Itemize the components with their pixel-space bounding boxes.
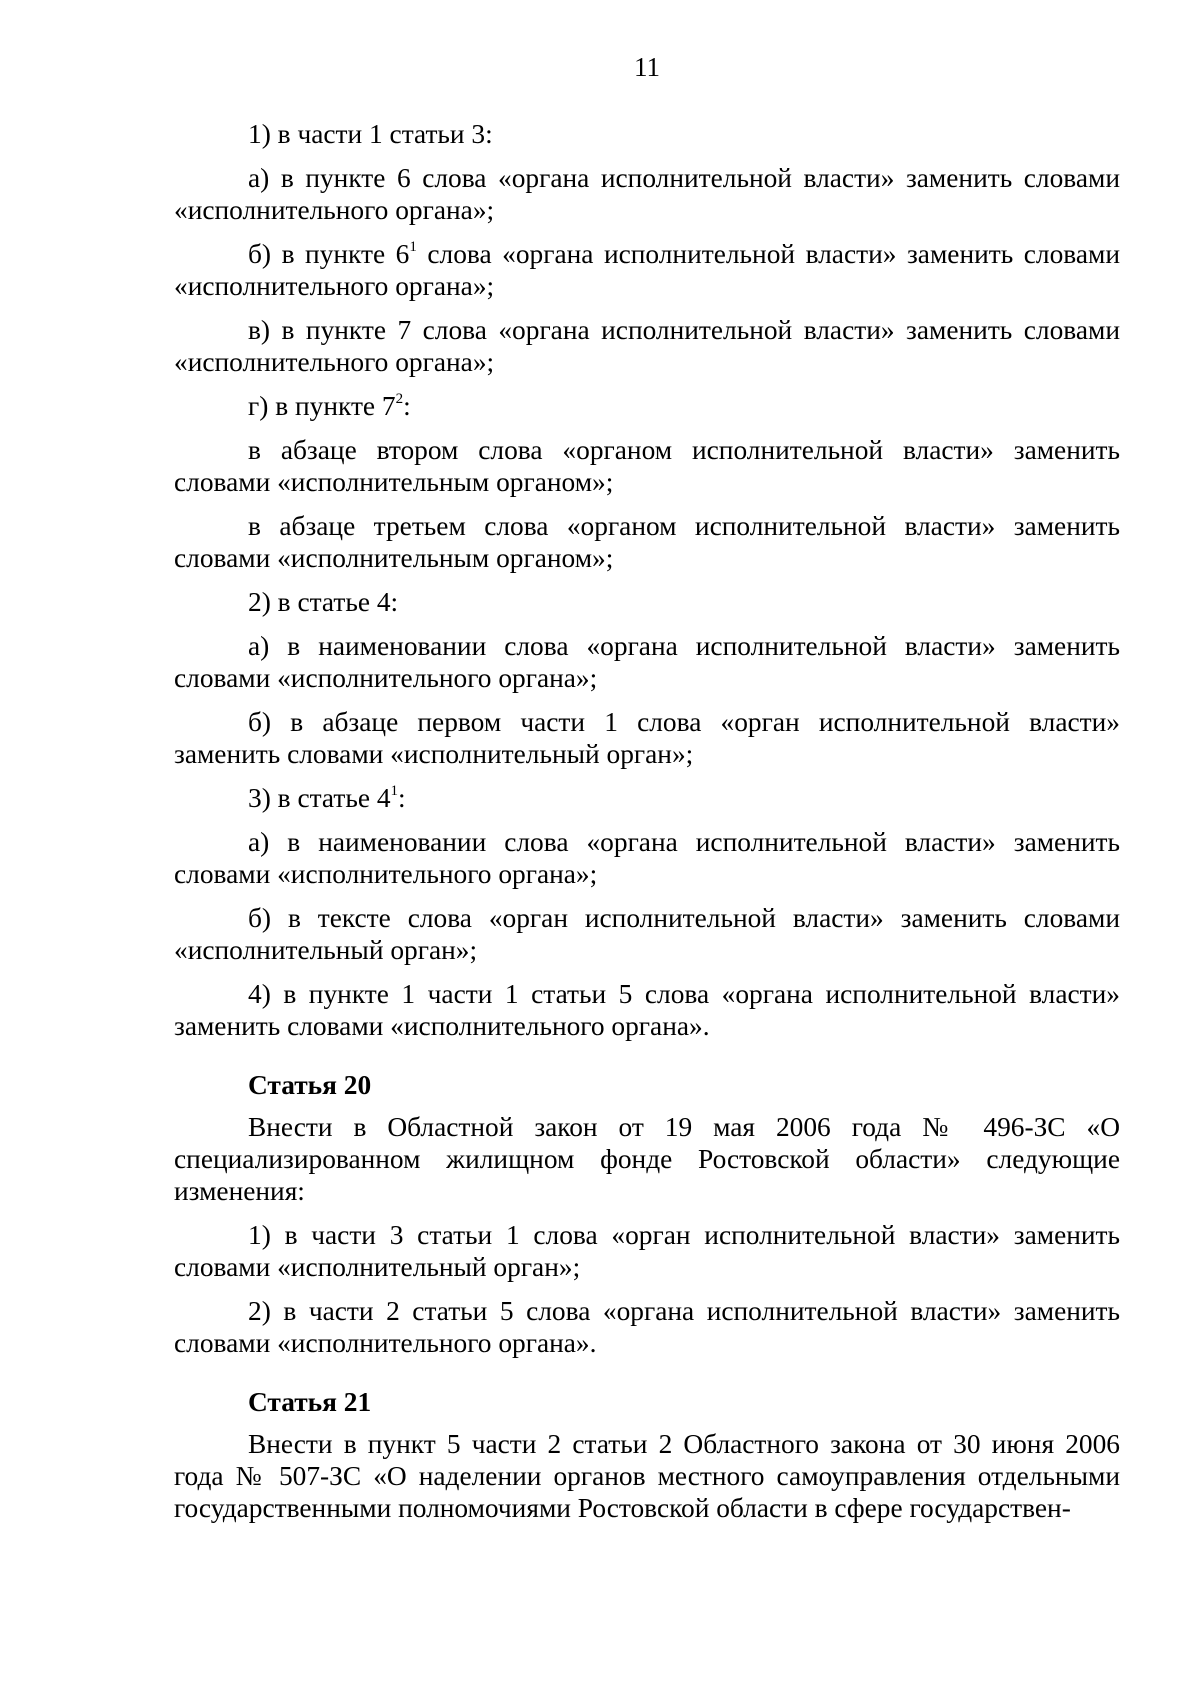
paragraph-item-1b: б) в пункте $6^1$ слова «органа исполнительной власти» заменить словами «исполнительного органа»; (174, 238, 1120, 301)
paragraph-abzac-vtoroy: в абзаце втором слова «органом исполнительной власти» заменить словами «исполнительным органом»; (174, 435, 1120, 497)
article-20-item-1: 1) в части 3 статьи 1 слова «орган исполнительной власти» заменить словами «исполнительный орган»; (174, 1220, 1120, 1282)
paragraph-item-2a: а) в наименовании слова «органа исполнительной власти» заменить словами «исполнительного органа»; (174, 631, 1120, 693)
paragraph-abzac-tretiy: в абзаце третьем слова «органом исполнительной власти» заменить словами «исполнительным органом»; (174, 511, 1120, 573)
superscript: 1 (409, 238, 417, 255)
superscript: 2 (395, 390, 404, 407)
paragraph-item-1g: г) в пункте $7^2$: (248, 390, 411, 421)
page-number: 11 (634, 52, 660, 82)
document-body (174, 118, 1120, 1536)
paragraph-item-3b: б) в тексте слова «орган исполнительной власти» заменить словами «исполнительный орган»; (174, 903, 1120, 965)
paragraph-item-1: 1) в части 1 статьи 3: (248, 119, 493, 149)
paragraph-item-1a: а) в пункте 6 слова «органа исполнительной власти» заменить словами «исполнительного органа»; (174, 163, 1120, 225)
paragraph-item-2b: б) в абзаце первом части 1 слова «орган исполнительной власти» заменить словами «исполнительный орган»; (174, 707, 1120, 769)
paragraph-item-3: 3) в статье $4^1$: (248, 782, 406, 813)
paragraph-item-3a: а) в наименовании слова «органа исполнительной власти» заменить словами «исполнительного органа»; (174, 827, 1120, 889)
paragraph-item-1v: в) в пункте 7 слова «органа исполнительной власти» заменить словами «исполнительного органа»; (174, 315, 1120, 377)
article-20-intro: Внести в Областной закон от 19 мая 2006 года № 496-ЗС «О специализированном жилищном фонде Ростовской области» следующие изменения: (174, 1112, 1120, 1206)
article-21-heading: Статья 21 (248, 1387, 372, 1417)
article-20-heading: Статья 20 (248, 1070, 372, 1100)
paragraph-item-4: 4) в пункте 1 части 1 статьи 5 слова «органа исполнительной власти» заменить словами «исполнительного органа». (174, 979, 1120, 1041)
article-20-item-2: 2) в части 2 статьи 5 слова «органа исполнительной власти» заменить словами «исполнительного органа». (174, 1296, 1120, 1358)
paragraph-item-2: 2) в статье 4: (248, 587, 399, 617)
superscript: 1 (390, 782, 399, 799)
article-21-text: Внести в пункт 5 части 2 статьи 2 Областного закона от 30 июня 2006 года № 507-ЗС «О наделении органов местного самоуправления отдельными государственными полномочиями Ростовской области в сфере государствен- (174, 1429, 1120, 1523)
